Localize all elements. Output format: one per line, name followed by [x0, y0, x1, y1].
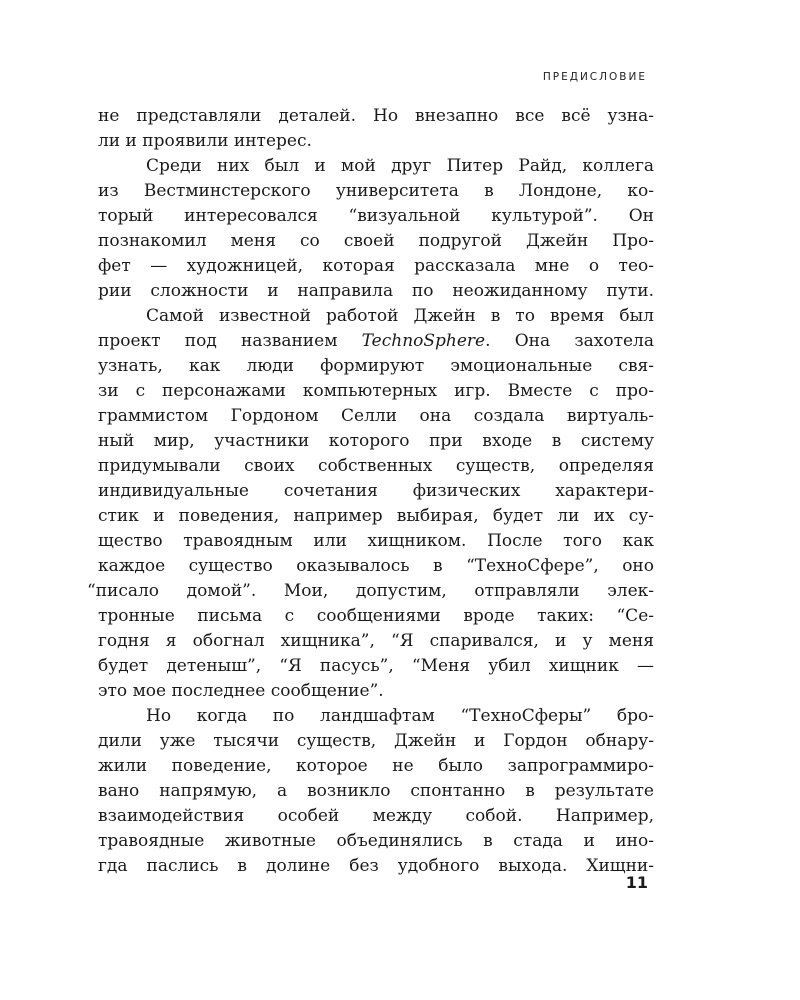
- text-line: Но когда по ландшафтам “ТехноСферы” бро-: [146, 706, 654, 726]
- text-line: рии сложности и направила по неожиданному пути.: [98, 281, 654, 301]
- text-line: травоядные животные объединялись в стада и ино-: [98, 831, 654, 851]
- italic-title: TechnoSphere: [361, 331, 486, 351]
- body-text: [87, 104, 654, 879]
- text-line: Самой известной работой Джейн в то время был: [146, 306, 654, 326]
- text-line: познакомил меня со своей подругой Джейн Про-: [98, 231, 654, 251]
- text-line: каждое существо оказывалось в “ТехноСфере”, оно: [98, 556, 654, 576]
- text-line: из Вестминстерского университета в Лондоне, ко-: [98, 181, 654, 201]
- text-line: “писало домой”. Мои, допустим, отправляли элек-: [87, 581, 654, 601]
- text-line: ли и проявили интерес.: [98, 131, 312, 151]
- text-line: торый интересовался “визуальной культурой”. Он: [98, 206, 654, 226]
- text-segment: . Она захотела: [485, 331, 654, 351]
- text-line-mixed: [98, 329, 654, 354]
- text-line: щество травоядным или хищником. После того как: [98, 531, 654, 551]
- text-line: индивидуальные сочетания физических характери-: [98, 481, 654, 501]
- text-line: граммистом Гордоном Селли она создала виртуаль-: [98, 406, 654, 426]
- running-head: ПРЕДИСЛОВИЕ: [542, 71, 647, 83]
- text-line: ный мир, участники которого при входе в систему: [98, 431, 654, 451]
- page-number: 11: [625, 873, 648, 892]
- text-line: придумывали своих собственных существ, определяя: [98, 456, 654, 476]
- text-line: стик и поведения, например выбирая, будет ли их су-: [98, 506, 654, 526]
- text-line: тронные письма с сообщениями вроде таких: “Се-: [98, 606, 654, 626]
- text-line: дили уже тысячи существ, Джейн и Гордон обнару-: [98, 731, 654, 751]
- text-line: это мое последнее сообщение”.: [98, 681, 384, 701]
- text-line: жили поведение, которое не было запрограммиро-: [98, 756, 654, 776]
- text-line: Среди них был и мой друг Питер Райд, коллега: [146, 156, 654, 176]
- text-line: вано напрямую, а возникло спонтанно в результате: [98, 781, 654, 801]
- text-line: гда паслись в долине без удобного выхода. Хищни-: [98, 856, 654, 876]
- text-line: фет — художницей, которая рассказала мне о тео-: [98, 256, 654, 276]
- text-line: зи с персонажами компьютерных игр. Вместе с про-: [98, 381, 654, 401]
- text-line: годня я обогнал хищника”, “Я спаривался, и у меня: [98, 631, 654, 651]
- text-line: узнать, как люди формируют эмоциональные свя-: [98, 356, 654, 376]
- text-segment: проект под названием: [98, 331, 362, 351]
- text-line: будет детеныш”, “Я пасусь”, “Меня убил хищник —: [98, 656, 654, 676]
- text-line: не представляли деталей. Но внезапно все всё узна-: [98, 106, 654, 126]
- text-line: взаимодействия особей между собой. Например,: [98, 806, 654, 826]
